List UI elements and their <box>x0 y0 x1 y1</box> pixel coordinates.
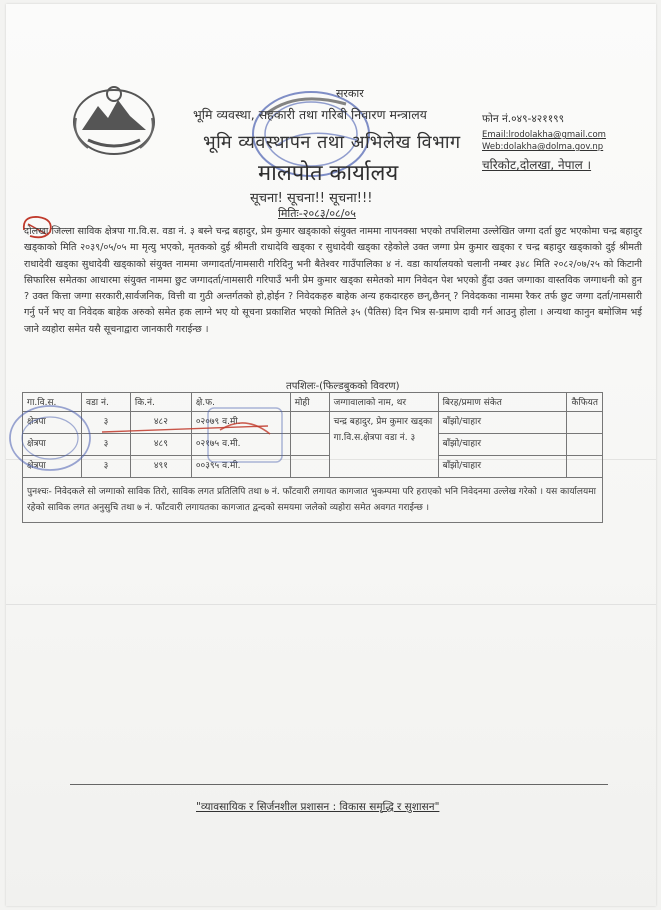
cell-place: क्षेत्रपा <box>23 412 82 434</box>
header-mohi: मोही <box>290 393 329 412</box>
strike-line-mark <box>100 410 270 440</box>
cell-kitta: ४८२ <box>130 412 191 434</box>
cell-ward: ३ <box>81 456 130 478</box>
cell-mark: बाँझो/चाहार <box>438 456 567 478</box>
cell-kitta: ४९१ <box>130 456 191 478</box>
cell-ward: ३ <box>81 412 130 434</box>
details-caption: तपशिलः-(फिल्डबुकको विवरण) <box>286 381 400 392</box>
table-note-row <box>23 478 603 523</box>
government-label: सरकार <box>336 87 364 100</box>
cell-mohi <box>290 412 329 434</box>
cell-mark: बाँझो/चाहार <box>438 412 567 434</box>
cell-remarks <box>567 456 603 478</box>
cell-area: ०२०७९ व.मी. <box>191 412 290 434</box>
office-address: चरिकोट,दोलखा, नेपाल । <box>482 158 592 172</box>
footer-divider <box>70 784 608 785</box>
cell-area: ००३९५ व.मी. <box>191 456 290 478</box>
table-row <box>23 456 603 478</box>
table-header-row <box>23 393 603 412</box>
cell-kitta: ४८९ <box>130 434 191 456</box>
office-name: मालपोत कार्यालय <box>258 161 399 186</box>
footer-slogan: "व्यावसायिक र सिर्जनशील प्रशासन : विकास समृद्धि र सुशासन" <box>196 801 440 813</box>
email-address: Email:lrodolakha@gmail.com <box>482 130 606 140</box>
header-owner: जग्गावालाको नाम, थर <box>329 393 438 412</box>
paper-fold-line <box>6 604 656 605</box>
cell-mark: बाँझो/चाहार <box>438 434 567 456</box>
notice-title: सूचना! सूचना!! सूचना!!! <box>250 191 373 206</box>
header-area: क्षे.फ. <box>191 393 290 412</box>
cell-ward: ३ <box>81 434 130 456</box>
header-place: गा.वि.स. <box>23 393 82 412</box>
cell-remarks <box>567 434 603 456</box>
notice-body: दोलखा जिल्ला साविक क्षेत्रपा गा.वि.स. वडा नं. ३ बस्ने चन्द्र बहादुर, प्रेम कुमार खड्काको संयुक्त नाममा नापनक्सा भएको तपशिलमा उल्लेखित जग्गा दर्ता छुट भएकोमा चन्द्र बहादुर खड्काको मिति २०३९/०५/०५ मा मृत्यु भएको, मृतकको दुई श्रीमती राधादेवि खड्का र सुधादेवी खड्का रहेकोले उक्त जग्गा प्रेम कुमार खड्का र चन्द्र बहादुर खड्काको दुई श्रीमती राधादेवी खड्का सुधादेवी खड्काको संयुक्त नाममा जग्गादर्ता/नामसारी गरिदिनु भनी बैतेश्वर गाउँपालिका ४ नं. वडा कार्यालयको चलानी नम्बर ३४८ मिति २०८२/०७/२५ को किटानी सिफारिस समेतका आधारमा संयुक्त नाममा छुट जग्गादर्ता/नामसारी गरिपाउँ भनी प्रेम कुमार खड्का समेतको माग निवेदन पेश भएको हुँदा उक्त जग्गाका वास्तविक जग्गाधनी को हुन ? उक्त कित्ता जग्गा सरकारी,सार्वजनिक, वित्ती वा गुठी अन्तर्गतको हो,होईन ? निवेदकहरु बाहेक अन्य हकदारहरु छन्,छैनन् ? निवेदकका नाममा रैकर तर्फ छुट जग्गा दर्ता/नामसारी गर्नु पर्ने भए वा निवेदक बाहेक अरुको समेत हक लाग्ने भए यो सूचना प्रकाशित भएको मितिले ३५ (पैतिस) दिन भित्र स-प्रमाण दावी गर्न आउनु होला । अन्यथा कानुन बमोजिम भई जाने व्यहोरा समेत यसै सूचनाद्वारा जानकारी गराईन्छ । <box>24 226 642 335</box>
header-ward: वडा नं. <box>81 393 130 412</box>
cell-place: क्षेत्रपा <box>23 434 82 456</box>
ministry-name: भूमि व्यवस्था, सहकारी तथा गरिबी निवारण मन्त्रालय <box>193 107 427 122</box>
header-remarks: कैफियत <box>567 393 603 412</box>
cell-owner: चन्द्र बहादुर, प्रेम कुमार खड्का गा.वि.स.क्षेत्रपा वडा नं. ३ <box>329 412 438 478</box>
cell-area: ०२१७५ व.मी. <box>191 434 290 456</box>
cell-place: क्षेत्रपा <box>23 456 82 478</box>
web-address: Web:dolakha@dolma.gov.np <box>482 142 604 152</box>
cell-remarks <box>567 412 603 434</box>
nepal-emblem-icon <box>68 78 160 158</box>
cell-mohi <box>290 456 329 478</box>
seal-stamp-left <box>4 398 96 478</box>
notice-date: मितिः-२०८३/०८/०५ <box>278 207 356 220</box>
department-name: भूमि व्यवस्थापन तथा अभिलेख विभाग <box>203 132 461 153</box>
header-kitta: कि.नं. <box>130 393 191 412</box>
header-mark: बिरह/प्रमाण संकेत <box>438 393 567 412</box>
table-note: पुनश्चः- निवेदकले सो जग्गाको साविक तिरो, साविक लगत प्रतिलिपि तथा ७ नं. फाँटवारी लगायत कागजात भुकम्पमा परि हराएको भनि निवेदनमा उल्लेख गरेको । यस कार्यालयमा रहेको साविक लगत अनुसुचि तथा ७ नं. फाँटवारी लगायतका कागजात द्वन्दको समयमा जलेको व्यहोरा समेत अवगत गराईन्छ । <box>23 478 603 523</box>
cell-mohi <box>290 434 329 456</box>
phone-number: फोन नं.०४९-४२११९९ <box>482 113 565 125</box>
